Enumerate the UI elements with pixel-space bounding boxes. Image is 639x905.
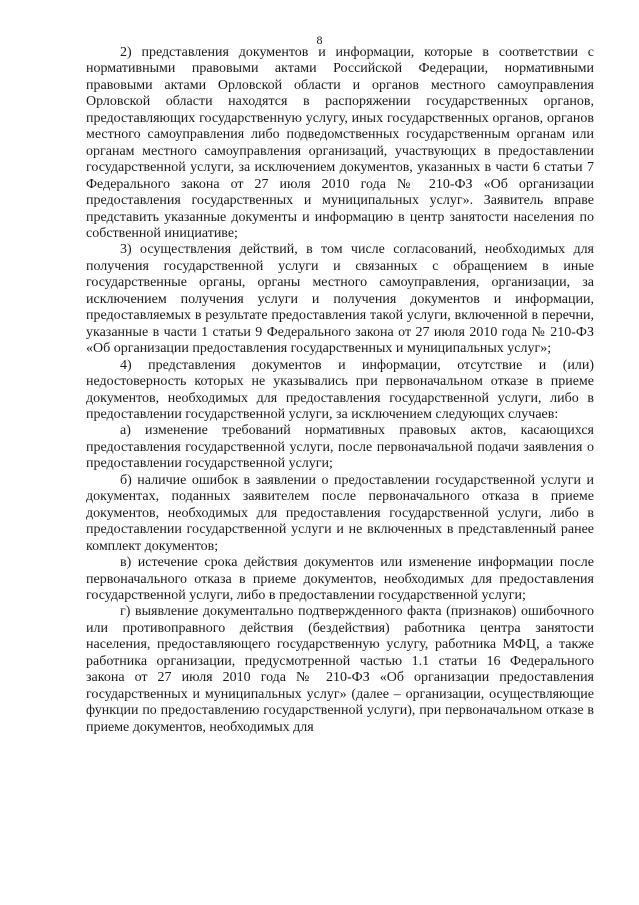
page-number: 8 [316, 33, 323, 47]
paragraph-subitem-a: а) изменение требований нормативных правовых актов, касающихся предоставления государственной услуги, после первоначальной подачи заявления о предоставлении государственной услуги; [86, 423, 594, 472]
document-body [86, 45, 594, 736]
paragraph-item-4: 4) представления документов и информации, отсутствие и (или) недостоверность которых не указывались при первоначальном отказе в приеме документов, необходимых для предоставления государственной услуги, либо в предоставлении государственной услуги, за исключением следующих случаев: [86, 357, 594, 422]
paragraph-subitem-b: б) наличие ошибок в заявлении о предоставлении государственной услуги и документах, поданных заявителем после первоначального отказа в приеме документов, необходимых для предоставления государственной услуги, либо в предоставлении государственной услуги и не включенных в представленный ранее комплект документов; [86, 472, 594, 554]
paragraph-item-3: 3) осуществления действий, в том числе согласований, необходимых для получения государственной услуги и связанных с обращением в иные государственные органы, органы местного самоуправления, организации, за исключением получения услуги и получения документов и информации, предоставляемых в результате предоставления такой услуги, включенной в перечни, указанные в части 1 статьи 9 Федерального закона от 27 июля 2010 года № 210-ФЗ «Об организации предоставления государственных и муниципальных услуг»; [86, 242, 594, 357]
paragraph-subitem-g: г) выявление документально подтвержденного факта (признаков) ошибочного или противоправного действия (бездействия) работника центра занятости населения, предоставляющего государственную услугу, работника МФЦ, а также работника организации, предусмотренной частью 1.1 статьи 16 Федерального закона от 27 июля 2010 года № 210-ФЗ «Об организации предоставления государственных и муниципальных услуг» (далее – организации, осуществляющие функции по предоставлению государственной услуги), при первоначальном отказе в приеме документов, необходимых для [86, 604, 594, 735]
paragraph-subitem-v: в) истечение срока действия документов или изменение информации после первоначального отказа в приеме документов, необходимых для предоставления государственной услуги, либо в предоставлении государственной услуги; [86, 555, 594, 603]
paragraph-item-2: 2) представления документов и информации, которые в соответствии с нормативными правовыми актами Российской Федерации, нормативными правовыми актами Орловской области и органов местного самоуправления Орловской области находятся в распоряжении государственных органов, предоставляющих государственную услугу, иных государственных органов, органов местного самоуправления либо подведомственных государственным органам или органам местного самоуправления организаций, участвующих в предоставлении государственной услуги, за исключением документов, указанных в части 6 статьи 7 Федерального закона от 27 июля 2010 года № 210-ФЗ «Об организации предоставления государственных и муниципальных услуг». Заявитель вправе представить указанные документы и информацию в центр занятости населения по собственной инициативе; [86, 45, 594, 241]
